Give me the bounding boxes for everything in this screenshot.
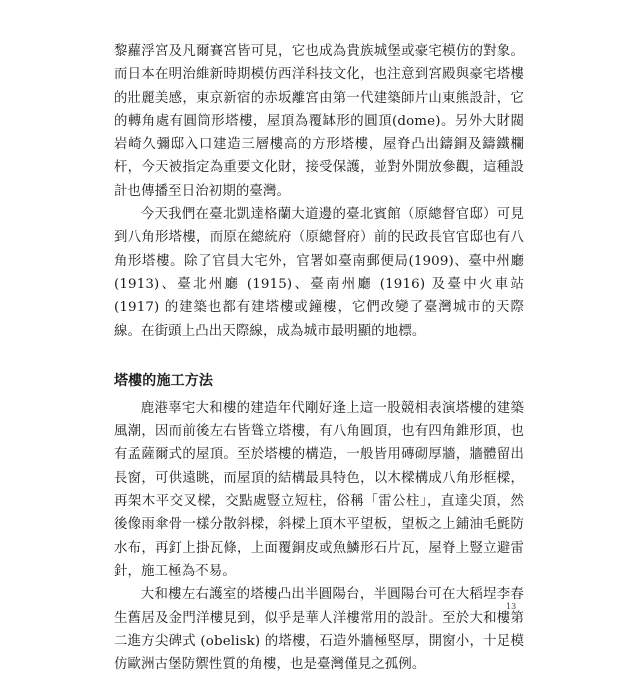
page-number: 13 xyxy=(506,602,517,611)
paragraph-intro-1: 黎蘿浮宮及凡爾賽宮皆可見，它也成為貴族城堡或豪宅模仿的對象。而日本在明治維新時期模仿西洋科技文化，也注意到宮殿與豪宅塔樓的壯麗美感，東京新宿的赤坂離宮由第一代建築師片山東熊設計，它的轉角處有圓筒形塔樓，屋頂為覆缽形的圓頂(dome)。另外大財閥岩崎久彌邸入口建造三層樓高的方形塔樓，屋脊凸出鑄銅及鑄鐵欄杆，今天被指定為重要文化財，接受保護，並對外開放參觀，這種設計也傳播至日治初期的臺灣。 xyxy=(114,44,524,199)
section-heading: 塔樓的施工方法 xyxy=(114,372,214,389)
page-body xyxy=(114,40,524,676)
paragraph-section-2: 大和樓左右護室的塔樓凸出半圓陽台，半圓陽台可在大稻埕李春生舊居及金門洋樓見到，似乎是華人洋樓常用的設計。至於大和樓第二進方尖碑式 (obelisk) 的塔樓，石造外牆極堅厚，開窗小，十足模仿歐洲古堡防禦性質的角樓，也是臺灣僅見之孤例。 xyxy=(114,587,524,673)
paragraph-section-1: 鹿港辜宅大和樓的建造年代剛好逢上這一股競相表演塔樓的建築風潮，因而前後左右皆聳立塔樓，有八角圓頂，也有四角錐形頂，也有孟薩爾式的屋頂。至於塔樓的構造，一般皆用磚砌厚牆，牆體留出長窗，可供遠眺，而屋頂的結構最具特色，以木樑構成八角形框樑，再架木平交叉樑，交點處豎立短柱，俗稱「雷公柱」，直達尖頂，然後像雨傘骨一樣分散斜樑，斜樑上頂木平望板，望板之上鋪油毛氈防水布，再釘上掛瓦條，上面覆銅皮或魚鱗形石片瓦，屋脊上豎立避雷針，施工極為不易。 xyxy=(114,400,524,579)
paragraph-intro-2: 今天我們在臺北凱達格蘭大道邊的臺北賓館（原總督官邸）可見到八角形塔樓，而原在總統府（原總督府）前的民政長官官邸也有八角形塔樓。除了官員大宅外，官署如臺南郵便局(1909)、臺中州廳 (1913)、臺北州廳 (1915)、臺南州廳 (1916) 及臺中火車站 (1917) 的建築也都有建塔樓或鐘樓，它們改變了臺灣城市的天際線。在街頭上凸出天際線，成為城市最明顯的地標。 xyxy=(114,207,524,339)
